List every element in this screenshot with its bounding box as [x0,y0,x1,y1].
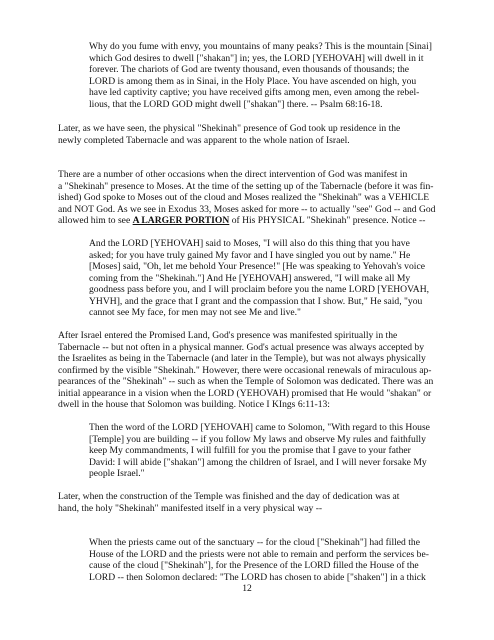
text-line: asked; for you have truly gained My favor and I have singled you out by name." He [89,249,411,261]
text-line: forever. The chariots of God are twenty thousand, even thousands of thousands; the [89,64,410,76]
text-line: LORD -- then Solomon declared: "The LORD has chosen to abide ["shaken"] in a thick [89,571,426,583]
text-segment: of His PHYSICAL "Shekinah" presence. Notice -- [229,215,426,227]
text-line: dwell in the house that Solomon was building. Notice I KIngs 6:11-13: [58,399,330,411]
text-line: House of the LORD and the priests were not able to remain and perform the services be- [89,548,429,560]
text-line: newly completed Tabernacle and was apparent to the whole nation of Israel. [58,134,350,146]
text-line: and NOT God. As we see in Exodus 33, Moses asked for more -- to actually "see" God -- and God [58,203,436,215]
paragraph-temple-dedication [58,491,439,514]
text-line: And the LORD [YEHOVAH] said to Moses, "I will also do this thing that you have [89,238,410,249]
paragraph-promised-land [58,330,439,411]
text-line: Why do you fume with envy, you mountains of many peaks? This is the mountain [Sinai] [89,41,432,52]
text-line: which God desires to dwell ["shakan"] in; yes, the LORD [YEHOVAH] will dwell in it [89,52,424,64]
text-line [58,215,439,227]
text-line: a "Shekinah" presence to Moses. At the time of the setting up of the Tabernacle (before it was fin- [58,180,434,192]
block-quote-priests-cloud [89,537,439,583]
emphasis-underlined: A LARGER PORTION [132,215,230,227]
text-line: Later, as we have seen, the physical "Shekinah" presence of God took up residence in the [58,123,401,134]
text-line: LORD is among them as in Sinai, in the Holy Place. You have ascended on high, you [89,75,417,87]
text-line: There are a number of other occasions when the direct intervention of God was manifest in [58,169,408,180]
text-line: keep My commandments, I will fulfill for you the promise that I gave to your father [89,445,411,457]
text-line: coming from the "Shekinah."] And He [YEHOVAH] answered, "I will make all My [89,272,411,284]
block-quote-psalm-68 [89,41,439,110]
text-line: people Israel." [89,468,145,480]
text-line: hand, the holy "Shekinah" manifested itself in a very physical way -- [58,502,323,514]
text-line: Later, when the construction of the Temple was finished and the day of dedication was at [58,491,400,502]
text-line: Then the word of the LORD [YEHOVAH] came to Solomon, "With regard to this House [89,422,430,433]
paragraph-moses-shekinah [58,169,439,227]
text-line: David: I will abide ["shakan"] among the children of Israel, and I will never forsake My [89,456,427,468]
text-line: Tabernacle -- but not often in a physical manner. God's actual presence was always accepted by [58,341,425,353]
text-line: pearances of the "Shekinah" -- such as when the Temple of Solomon was dedicated. There was an [58,376,434,388]
block-quote-1-kings-6 [89,422,439,480]
text-line: cannot see My face, for men may not see Me and live." [89,307,301,319]
page-number: 12 [242,583,252,594]
text-line: goodness pass before you, and I will proclaim before you the name LORD [YEHOVAH, [89,284,430,296]
text-line: After Israel entered the Promised Land, God's presence was manifested spiritually in the [58,330,398,341]
text-line: lious, that the LORD GOD might dwell ["shakan"] there. -- Psalm 68:16-18. [89,98,383,110]
text-segment: allowed him to see [58,215,133,227]
text-line: When the priests came out of the sanctuary -- for the cloud ["Shekinah"] had filled the [89,537,420,548]
text-line: ished) God spoke to Moses out of the cloud and Moses realized the "Shekinah" was a VEHICLE [58,192,430,204]
text-line: the Israelites as being in the Tabernacle (and later in the Temple), but was not always physically [58,353,426,365]
block-quote-exodus-33 [89,238,439,319]
text-line: have led captivity captive; you have received gifts among men, even among the rebel- [89,87,420,99]
paragraph-tabernacle-residence [58,123,439,146]
text-line: initial appearance in a vision when the LORD (YEHOVAH) promised that He would "shakan" or [58,387,432,399]
text-line: [Moses] said, "Oh, let me behold Your Presence!" [He was speaking to Yehovah's voice [89,261,425,273]
text-line: cause of the cloud ["Shekinah"], for the Presence of the LORD filled the House of the [89,560,419,572]
text-line: YHVH], and the grace that I grant and the compassion that I show. But," He said, "you [89,295,423,307]
text-line: confirmed by the visible "Shekinah." However, there were occasional renewals of miraculous ap- [58,364,432,376]
text-line: [Temple] you are building -- if you follow My laws and observe My rules and faithfully [89,433,426,445]
